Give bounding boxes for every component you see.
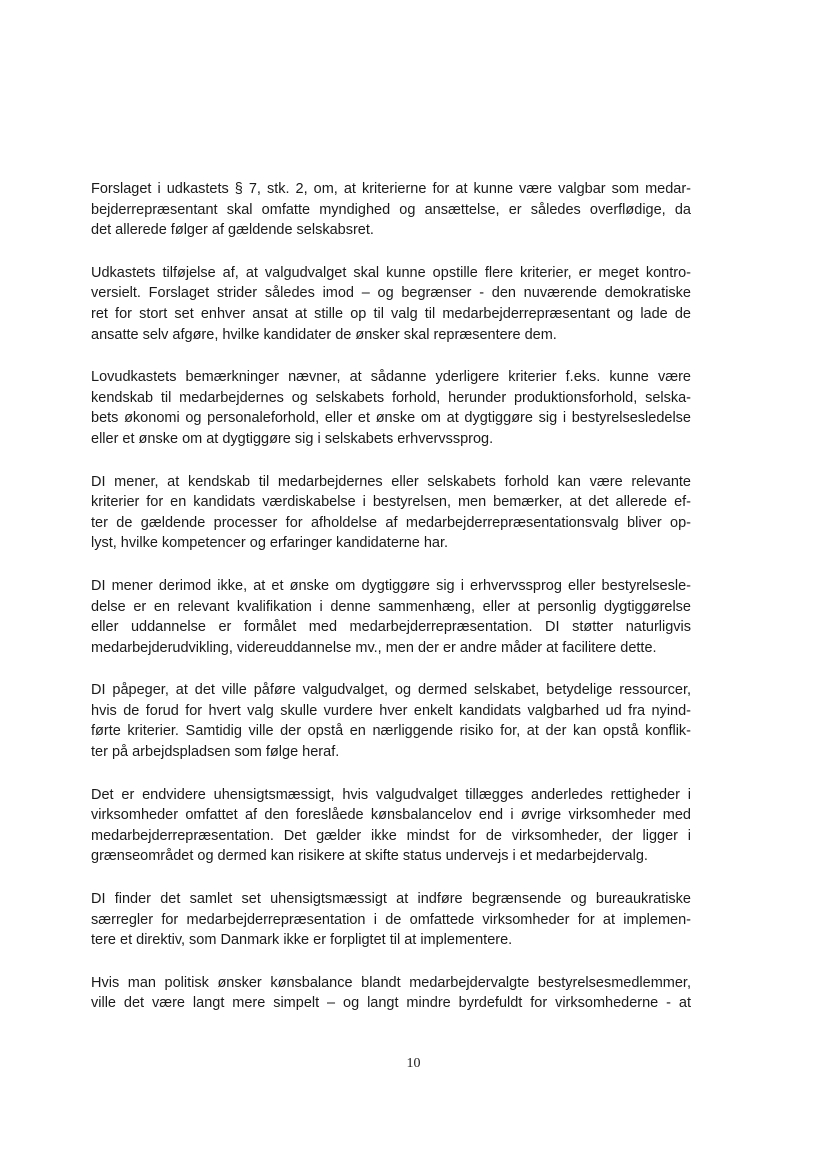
paragraph-line: Det er endvidere uhensigtsmæssigt, hvis valgudvalget tillægges anderledes rettigheder i [91,786,691,803]
paragraph-line: eller uddannelse er formålet med medarbejderrepræsentation. DI støtter naturligvis [91,619,691,636]
paragraph-line: Lovudkastets bemærkninger nævner, at sådanne yderligere kriterier f.eks. kunne være [91,369,691,386]
paragraph-line: ansatte selv afgøre, hvilke kandidater de ønsker skal repræsentere dem. [91,326,557,343]
paragraph-line: versielt. Forslaget strider således imod – og begrænser - den nuværende demokratiske [91,285,691,302]
paragraph-line: medarbejderudvikling, videreuddannelse mv., men der er andre måder at facilitere dette. [91,639,657,656]
paragraph-line: medarbejderrepræsentation. Det gælder ikke mindst for de virksomheder, der ligger i [91,827,691,844]
paragraph-line: DI mener, at kendskab til medarbejdernes eller selskabets forhold kan være relevante [91,473,691,490]
paragraph-line: Hvis man politisk ønsker kønsbalance blandt medarbejdervalgte bestyrelsesmedlemmer, [91,974,691,991]
paragraph-line: bets økonomi og personaleforhold, eller et ønske om at dygtiggøre sig i bestyrelsesledelse [91,410,691,427]
paragraph [91,785,691,867]
paragraph-line: grænseområdet og dermed kan risikere at skifte status undervejs i et medarbejdervalg. [91,848,648,865]
paragraph-line: ter på arbejdspladsen som følge heraf. [91,744,340,761]
page-number: 10 [406,1056,421,1071]
paragraph-line: tere et direktiv, som Danmark ikke er forpligtet til at implementere. [91,932,513,949]
paragraph-line: hvis de forud for hvert valg skulle vurdere hver enkelt kandidats valgbarhed ud fra nyind- [91,702,691,719]
paragraph [91,472,691,554]
paragraph [91,263,691,345]
paragraph-line: eller et ønske om at dygtiggøre sig i selskabets erhvervssprog. [91,430,494,447]
paragraph-line: DI påpeger, at det ville påføre valgudvalget, og dermed selskabet, betydelige ressourcer, [91,682,691,699]
paragraph-line: virksomheder omfattet af den foreslåede kønsbalancelov end i øvrige virksomheder med [91,807,691,824]
paragraph-line: kendskab til medarbejdernes og selskabets forhold, herunder produktionsforhold, selska- [91,389,691,406]
paragraph [91,889,691,951]
paragraph [91,973,691,1014]
paragraph-line: DI mener derimod ikke, at et ønske om dygtiggøre sig i erhvervssprog eller bestyrelsesle- [91,577,691,594]
paragraph-line: ter de gældende processer for afholdelse af medarbejderrepræsentationsvalg bliver op- [91,514,691,531]
paragraph-line: ret for stort set enhver ansat at stille op til valg til medarbejderrepræsentant og lade de [91,305,691,322]
paragraph-line: DI finder det samlet set uhensigtsmæssigt at indføre begrænsende og bureaukratiske [91,891,691,908]
paragraph-line: Forslaget i udkastets § 7, stk. 2, om, at kriterierne for at kunne være valgbar som medar- [91,181,691,197]
paragraph-line: kriterier for en kandidats værdiskabelse i bestyrelsen, men bemærker, at det allerede ef- [91,494,691,511]
paragraph-line: førte kriterier. Samtidig ville der opstå en nærliggende risiko for, at der kan opstå konflik- [91,723,691,740]
paragraph-line: Udkastets tilføjelse af, at valgudvalget skal kunne opstille flere kriterier, er meget kontro- [91,264,691,281]
paragraph-line: ville det være langt mere simpelt – og langt mindre byrdefuldt for virksomhederne - at [91,995,691,1012]
paragraph-line: særregler for medarbejderrepræsentation i de omfattede virksomheder for at implemen- [91,911,691,928]
paragraph [91,576,691,658]
paragraph-line: lyst, hvilke kompetencer og erfaringer kandidaterne har. [91,535,449,552]
paragraph [91,680,691,762]
paragraph-line: delse er en relevant kvalifikation i denne sammenhæng, eller at personlig dygtiggørelse [91,598,691,615]
paragraph-line: det allerede følger af gældende selskabsret. [91,222,374,239]
paragraph-line: bejderrepræsentant skal omfatte myndighed og ansættelse, er således overflødige, da [91,201,691,218]
paragraph [91,179,691,241]
paragraph [91,367,691,449]
document-body [91,179,691,1036]
